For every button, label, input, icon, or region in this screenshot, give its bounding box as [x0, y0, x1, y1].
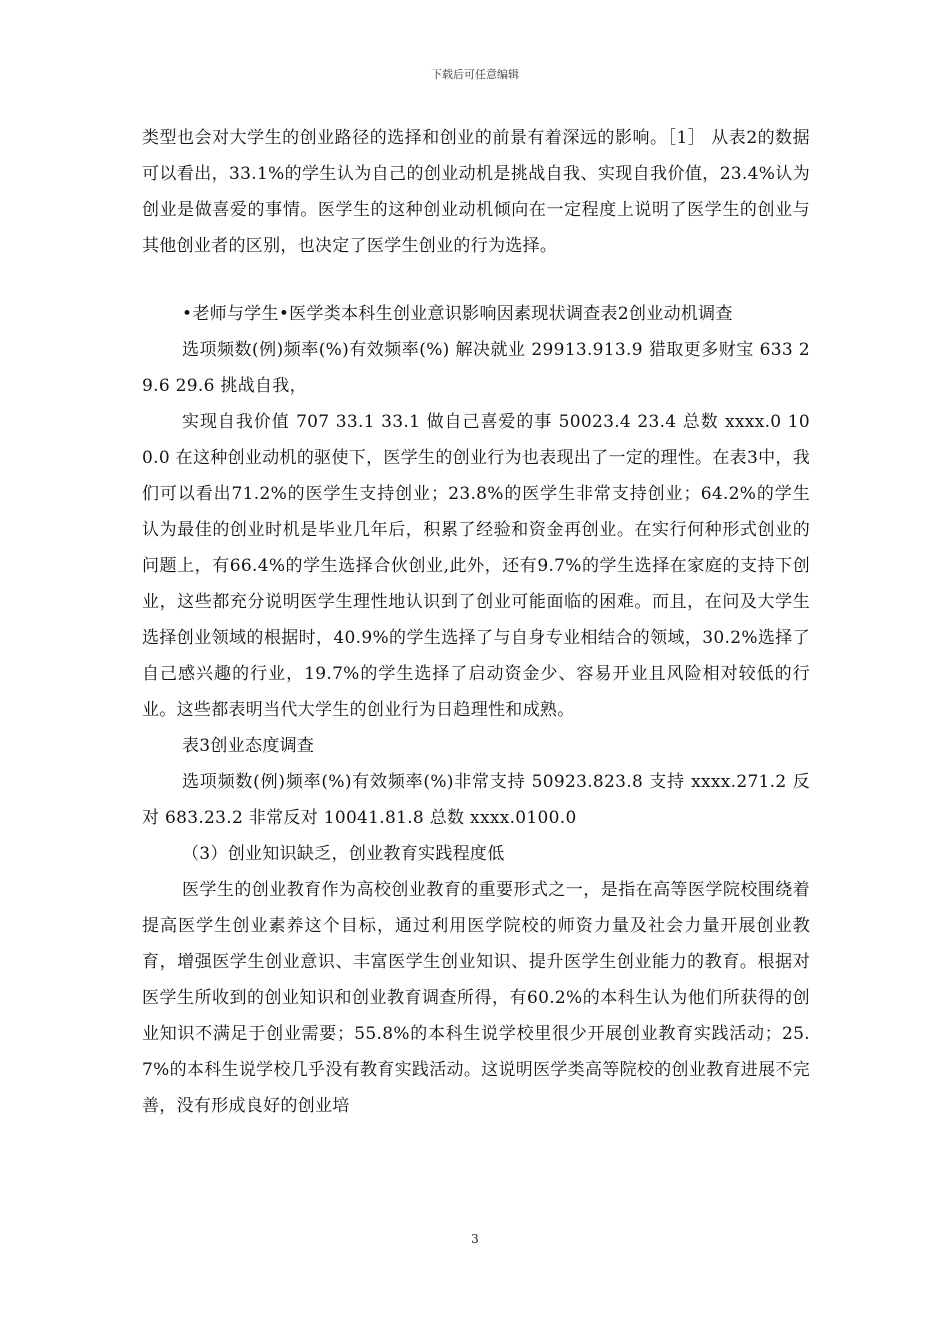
table2-title: •老师与学生•医学类本科生创业意识影响因素现状调查表2创业动机调查: [182, 304, 733, 324]
paragraph-education: 医学生的创业教育作为高校创业教育的重要形式之一，是指在高等医学院校围绕着提高医学生创业素养这个目标，通过利用医学院校的师资力量及社会力量开展创业教育，增强医学生创业意识、丰富医学生创业知识、提升医学生创业能力的教育。根据对医学生所收到的创业知识和创业教育调查所得，有60.2%的本科生认为他们所获得的创业知识不满足于创业需要；55.8%的本科生说学校里很少开展创业教育实践活动；25.7%的本科生说学校几乎没有教育实践活动。这说明医学类高等院校的创业教育进展不完善，没有形成良好的创业培: [142, 880, 810, 1116]
document-body: [142, 120, 810, 1124]
table2-content: 选项频数(例)频率(%)有效频率(%) 解决就业 29913.913.9 猎取更多财宝 633 29.6 29.6 挑战自我，: [142, 340, 810, 396]
paragraph-intro: 类型也会对大学生的创业路径的选择和创业的前景有着深远的影响。［1］ 从表2的数据可以看出，33.1%的学生认为自己的创业动机是挑战自我、实现自我价值，23.4%认为创业是做喜爱的事情。医学生的这种创业动机倾向在一定程度上说明了医学生的创业与其他创业者的区别，也决定了医学生创业的行为选择。: [142, 128, 810, 256]
page-number: 3: [471, 1232, 479, 1246]
paragraph-gap: [142, 264, 810, 296]
section-heading: （3）创业知识缺乏，创业教育实践程度低: [182, 844, 505, 864]
table3-content: 选项频数(例)频率(%)有效频率(%)非常支持 50923.823.8 支持 xxxx.271.2 反对 683.23.2 非常反对 10041.81.8 总数 xxxx.0100.0: [142, 772, 810, 828]
paragraph-table2-analysis: 实现自我价值 707 33.1 33.1 做自己喜爱的事 50023.4 23.4 总数 xxxx.0 100.0 在这种创业动机的驱使下，医学生的创业行为也表现出了一定的理性。在表3中，我们可以看出71.2%的医学生支持创业；23.8%的医学生非常支持创业；64.2%的学生认为最佳的创业时机是毕业几年后，积累了经验和资金再创业。在实行何种形式创业的问题上，有66.4%的学生选择合伙创业,此外，还有9.7%的学生选择在家庭的支持下创业，这些都充分说明医学生理性地认识到了创业可能面临的困难。而且，在问及大学生选择创业领域的根据时，40.9%的学生选择了与自身专业相结合的领域，30.2%选择了自己感兴趣的行业，19.7%的学生选择了启动资金少、容易开业且风险相对较低的行业。这些都表明当代大学生的创业行为日趋理性和成熟。: [142, 412, 810, 720]
page-header: 下载后可任意编辑: [431, 68, 519, 81]
table3-title: 表3创业态度调查: [182, 736, 315, 756]
